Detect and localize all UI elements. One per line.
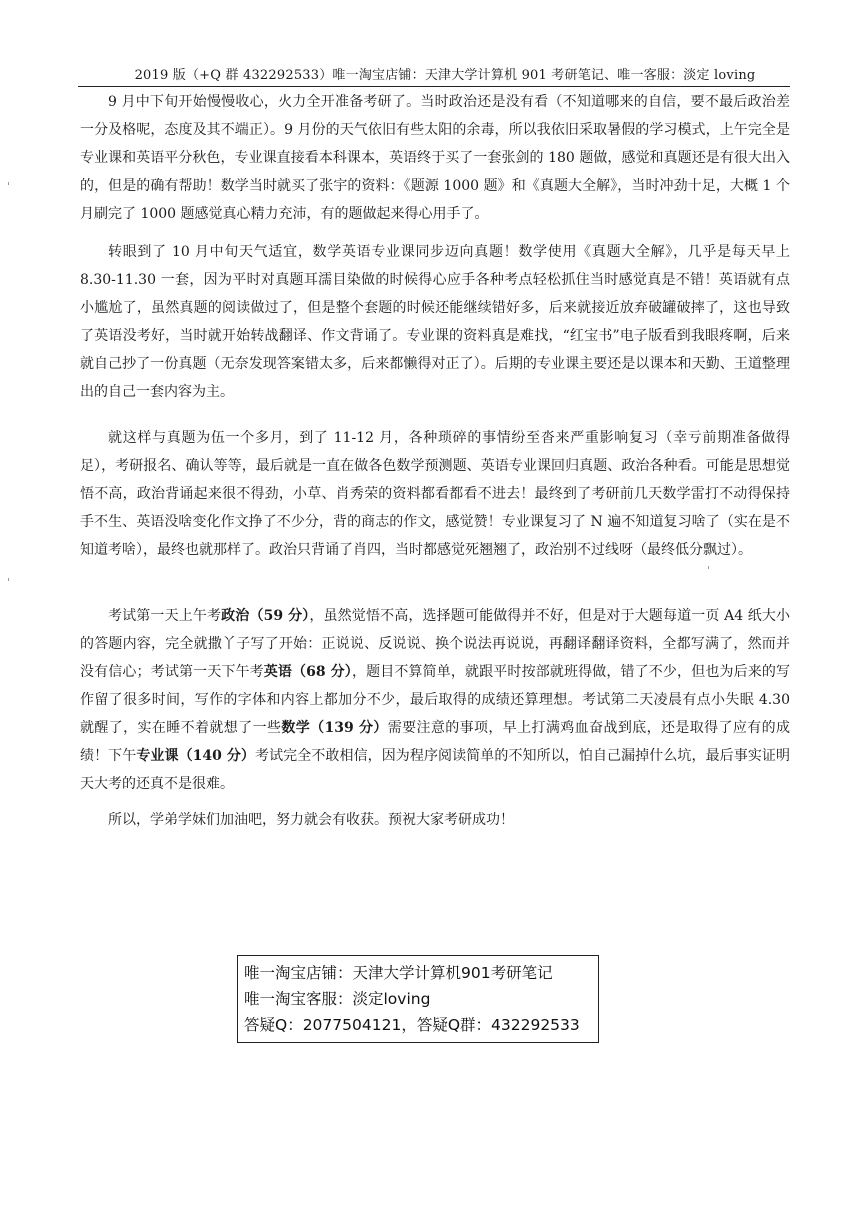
paragraph-closing: 所以，学弟学妹们加油吧，努力就会有收获。预祝大家考研成功！ [108, 812, 514, 828]
exam-text: 需要注意的事项，早上打满鸡血奋战到底，还是取得了应有的成绩！下午 [80, 720, 791, 764]
header-divider [78, 86, 790, 87]
exam-text: ，虽然觉悟不高，选择题可能做得并不好，但是对于大题每道一页 A4 纸大小的答题内容，完全就撒丫子写了开始：正说说、反说说、换个说法再说说，再翻译翻译资料，全都写满了，然而并没有信心；考试第一天下午考 [80, 608, 791, 680]
exam-text: 考试第一天上午考 [108, 608, 222, 624]
scan-speck [8, 182, 9, 185]
paragraph-november-december: 就这样与真题为伍一个多月，到了 11-12 月，各种琐碎的事情纷至沓来严重影响复习（幸亏前期准备做得足），考研报名、确认等等，最后就是一直在做各色数学预测题、英语专业课回归真题、政治各种看。可能是思想觉悟不高，政治背诵起来很不得劲，小草、肖秀荣的资料都看都看不进去！最终到了考研前几天数学雷打不动得保持手不生、英语没啥变化作文挣了不少分，背的商志的作文，感觉赞！专业课复习了 N 遍不知道复习啥了（实在是不知道考啥），最终也就那样了。政治只背诵了肖四，当时都感觉死翘翘了，政治别不过线呀（最终低分飘过）。 [80, 430, 790, 558]
scan-speck [708, 566, 709, 569]
paragraph-september: 9 月中下旬开始慢慢收心，火力全开准备考研了。当时政治还是没有看（不知道哪来的自信，要不最后政治差一分及格呢，态度及其不端正）。9 月份的天气依旧有些太阳的余毒，所以我依旧采取暑假的学习模式，上午完全是专业课和英语平分秋色，专业课直接看本科课本，英语终于买了一套张剑的 180 题做，感觉和真题还是有很大出入的，但是的确有帮助！数学当时就买了张宇的资料：《题源 1000 题》和《真题大全解》，当时冲劲十足，大概 1 个月刷完了 1000 题感觉真心精力充沛，有的题做起来得心用手了。 [80, 94, 790, 222]
stamp-service-line: 唯一淘宝客服：淡定loving [244, 990, 431, 1008]
major-score: 专业课（140 分） [136, 748, 255, 764]
stamp-qq-line: 答疑Q：2077504121，答疑Q群：432292533 [244, 1016, 580, 1034]
paragraph-exam-days [80, 602, 790, 798]
scan-speck [8, 578, 9, 581]
paragraph-october: 转眼到了 10 月中旬天气适宜，数学英语专业课同步迈向真题！数学使用《真题大全解》，几乎是每天早上 8.30-11.30 一套，因为平时对真题耳濡目染做的时候得心应手各种考点轻松抓住当时感觉真是不错！英语就有点小尴尬了，虽然真题的阅读做过了，但是整个套题的时候还能继续错好多，后来就接近放弃破罐破摔了，这也导致了英语没考好，当时就开始转战翻译、作文背诵了。专业课的资料真是难找，“红宝书”电子版看到我眼疼啊，后来就自己抄了一份真题（无奈发现答案错太多，后来都懒得对正了）。后期的专业课主要还是以课本和天勤、王道整理出的自己一套内容为主。 [80, 244, 790, 400]
politics-score: 政治（59 分） [221, 608, 310, 624]
exam-text: 考试完全不敢相信，因为程序阅读简单的不知所以，怕自己漏掉什么坑，最后事实证明天大考的还真不是很难。 [80, 748, 790, 792]
math-score: 数学（139 分） [281, 720, 388, 736]
exam-text: ，题目不算简单，就跟平时按部就班得做，错了不少，但也为后来的写作留了很多时间，写作的字体和内容上都加分不少，最后取得的成绩还算理想。考试第二天凌晨有点小失眠 4.30 就醒了，实在睡不着就想了一些 [80, 664, 791, 736]
shop-info-stamp [237, 955, 599, 1043]
english-score: 英语（68 分） [263, 664, 352, 680]
page-header: 2019 版（+Q 群 432292533）唯一淘宝店铺：天津大学计算机 901 考研笔记、唯一客服：淡定 loving [134, 68, 756, 83]
stamp-shop-line: 唯一淘宝店铺：天津大学计算机901考研笔记 [244, 964, 553, 982]
